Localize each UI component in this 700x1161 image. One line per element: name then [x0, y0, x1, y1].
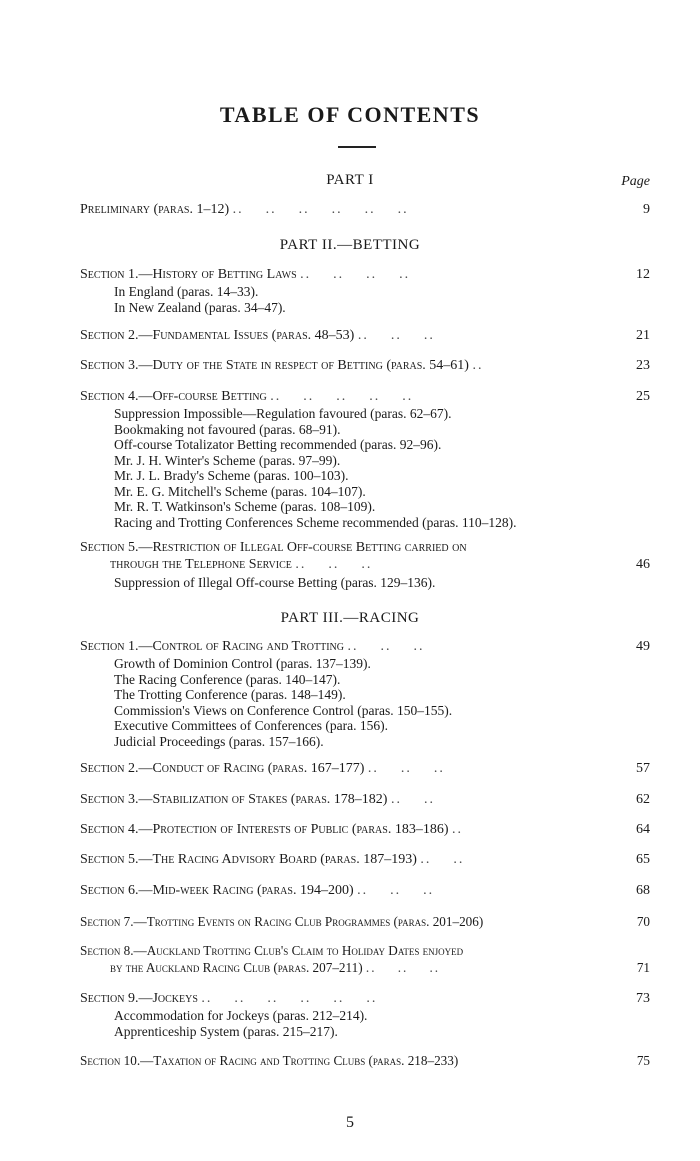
toc-entry: Section 5.—Restriction of Illegal Off-course Betting carried on through the Telephone Service .. .. .. 46	[80, 540, 650, 572]
toc-page-number: 62	[636, 792, 650, 807]
toc-page-number: 68	[636, 883, 650, 898]
sub-entry: Off-course Totalizator Betting recommended (paras. 92–96).	[114, 437, 442, 452]
sub-entry: The Trotting Conference (paras. 148–149).	[114, 687, 346, 702]
sub-entry: Growth of Dominion Control (paras. 137–139).	[114, 656, 371, 671]
footer-page-number: 5	[346, 1114, 354, 1131]
title-rule	[338, 146, 376, 148]
toc-entry: Preliminary (paras. 1–12) .. .. .. .. .. .. 9	[80, 202, 650, 217]
sub-entry: The Racing Conference (paras. 140–147).	[114, 671, 341, 687]
toc-entry: Section 2.—Fundamental Issues (paras. 48–53) .. .. .. 21	[80, 328, 650, 343]
sub-entry: Mr. J. H. Winter's Scheme (paras. 97–99).	[114, 452, 341, 468]
toc-page-number: 71	[636, 960, 650, 975]
sub-entry: Bookmaking not favoured (paras. 68–91).	[114, 421, 341, 437]
toc-entry: Section 1.—Control of Racing and Trotting .. .. .. 49	[80, 639, 650, 654]
sub-entry: Mr. R. T. Watkinson's Scheme (paras. 108–109).	[114, 499, 376, 514]
sub-entry: In New Zealand (paras. 34–47).	[114, 299, 286, 315]
toc-entry: Section 2.—Conduct of Racing (paras. 167–177) .. .. .. 57	[80, 761, 650, 776]
toc-entry: Section 3.—Duty of the State in respect of Betting (paras. 54–61) .. 23	[80, 358, 650, 373]
part-heading: PART II.—BETTING	[279, 237, 421, 253]
toc-page-number: 46	[636, 557, 650, 572]
toc-page-number: 65	[636, 852, 650, 867]
sub-entries	[114, 575, 640, 591]
toc-page-number: 73	[636, 991, 650, 1006]
toc-entry: Section 1.—History of Betting Laws .. .. .. .. 12	[80, 267, 650, 282]
toc-page-number: 25	[636, 389, 650, 404]
toc-page-number: 57	[636, 761, 650, 776]
toc-page-number: 21	[636, 328, 650, 343]
sub-entry: Commission's Views on Conference Control (paras. 150–155).	[114, 702, 453, 718]
sub-entry: Racing and Trotting Conferences Scheme recommended (paras. 110–128).	[114, 514, 517, 530]
sub-entry: Apprenticeship System (paras. 215–217).	[114, 1023, 338, 1039]
sub-entry: Suppression of Illegal Off-course Betting (paras. 129–136).	[114, 575, 436, 590]
sub-entry: Suppression Impossible—Regulation favoured (paras. 62–67).	[114, 406, 452, 421]
toc-entry: Section 9.—Jockeys .. .. .. .. .. .. 73	[80, 991, 650, 1006]
sub-entries	[114, 656, 640, 749]
toc-page-number: 70	[636, 914, 650, 929]
toc-page-number: 49	[636, 639, 650, 654]
page-column-heading: Page	[621, 174, 650, 189]
part-heading: PART III.—RACING	[280, 610, 420, 626]
toc-page-number: 75	[636, 1053, 650, 1068]
sub-entry: In England (paras. 14–33).	[114, 284, 259, 299]
toc-entry: Section 8.—Auckland Trotting Club's Claim to Holiday Dates enjoyed by the Auckland Racing Club (paras. 207–211) .. .. .. 71	[80, 943, 650, 975]
toc-entry: Section 6.—Mid-week Racing (paras. 194–200) .. .. .. 68	[80, 883, 650, 898]
page-title: TABLE OF CONTENTS	[219, 102, 481, 127]
toc-page-number: 64	[636, 822, 650, 837]
toc-entry: Section 10.—Taxation of Racing and Trotting Clubs (paras. 218–233) 75	[80, 1053, 650, 1068]
sub-entries	[114, 284, 640, 315]
toc-page-number: 12	[636, 267, 650, 282]
part-heading: PART I	[326, 172, 374, 188]
toc-entry: Section 3.—Stabilization of Stakes (paras. 178–182) .. .. 62	[80, 792, 650, 807]
toc-entry: Section 7.—Trotting Events on Racing Club Programmes (paras. 201–206) 70	[80, 914, 650, 929]
toc-page-number: 23	[636, 358, 650, 373]
toc-entry: Section 4.—Protection of Interests of Public (paras. 183–186) .. 64	[80, 822, 650, 837]
sub-entry: Executive Committees of Conferences (para. 156).	[114, 718, 389, 733]
sub-entry: Accommodation for Jockeys (paras. 212–214).	[114, 1008, 368, 1023]
sub-entry: Judicial Proceedings (paras. 157–166).	[114, 733, 324, 749]
toc-entry: Section 4.—Off-course Betting .. .. .. .. .. 25	[80, 389, 650, 404]
toc-entry: Section 5.—The Racing Advisory Board (paras. 187–193) .. .. 65	[80, 852, 650, 867]
sub-entries	[114, 406, 640, 530]
sub-entries	[114, 1008, 640, 1039]
sub-entry: Mr. J. L. Brady's Scheme (paras. 100–103).	[114, 468, 349, 483]
toc-page-number: 9	[643, 202, 650, 217]
sub-entry: Mr. E. G. Mitchell's Scheme (paras. 104–107).	[114, 483, 366, 499]
